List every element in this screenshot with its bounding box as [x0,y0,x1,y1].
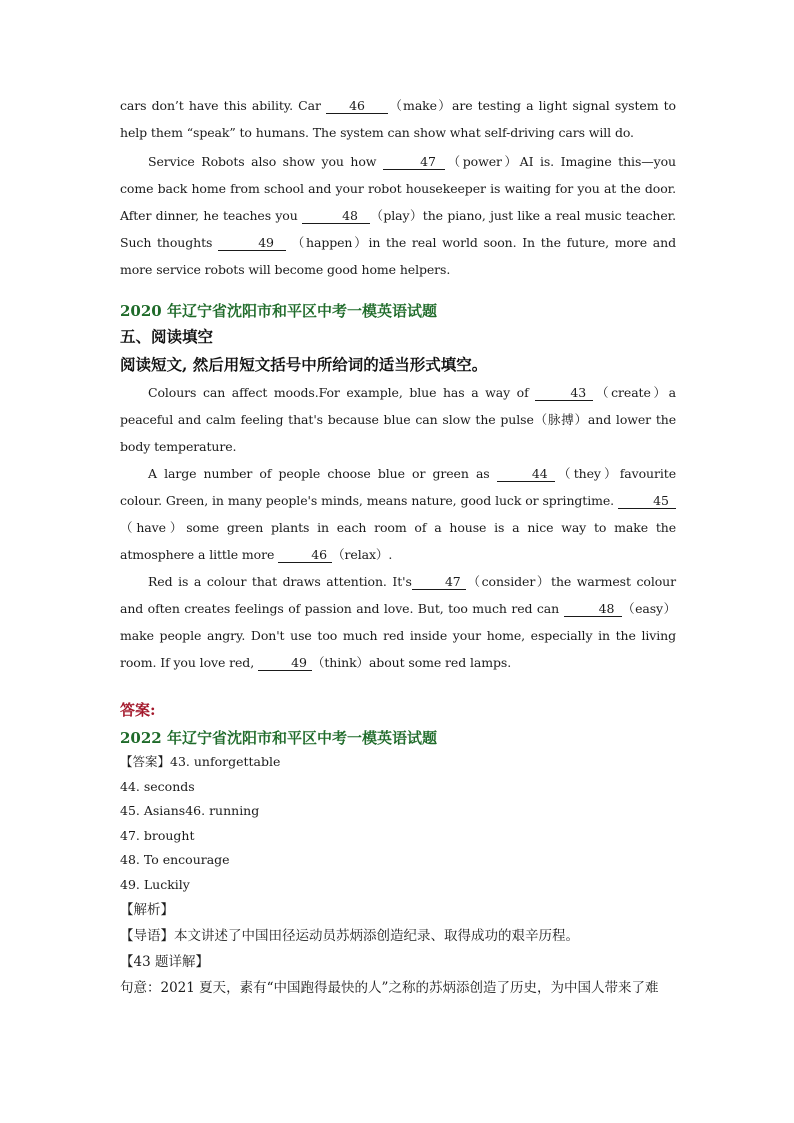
answer-blank[interactable]: 49 [258,655,312,671]
answer-item: 48. To encourage [120,852,230,867]
text: Service Robots also show you how [148,154,383,169]
text: （they）favourite colour. Green, in many people's minds, means nature, good luck or springtime. [120,466,676,508]
answer-blank[interactable]: 44 [497,466,555,482]
answer-blank[interactable]: 46 [326,98,388,114]
answer-blank[interactable]: 48 [564,601,622,617]
text: （play）the piano, just like a real music teacher. Such thoughts [120,208,676,250]
instruction: 阅读短文, 然后用短文括号中所给词的适当形式填空。 [120,355,488,374]
answer-blank[interactable]: 46 [278,547,332,563]
text: （happen）in the real world soon. In the future, more and more service robots will become good home helpers. [120,235,676,277]
text: Colours can affect moods.For example, blue has a way of [148,385,536,400]
text: （power）AI is. Imagine this—you come back home from school and your robot housekeeper is waiting for you at the door. After dinner, he teaches you [120,154,676,223]
answer-tag: 【答案】 [120,754,171,769]
intro-text: 【导语】本文讲述了中国田径运动员苏炳添创造纪录、取得成功的艰辛历程。 [120,928,579,944]
text: （make）are testing a light signal system to help them “speak” to humans. The system can show what self-driving cars will do. [120,98,676,140]
paragraph [120,379,676,460]
paragraph [120,460,676,568]
paragraph [120,92,676,146]
sentence-text: 句意：2021 夏天，素有“中国跑得最快的人”之称的苏炳添创造了历史，为中国人带来了难 [120,980,659,996]
answer-item: 43. unforgettable [170,754,281,769]
document-page [120,92,676,1001]
answer-item: 44. seconds [120,778,195,794]
text: cars don’t have this ability. Car [120,98,327,113]
answer-blank[interactable]: 43 [535,385,593,401]
part-heading: 五、阅读填空 [120,327,214,346]
answer-item: 45. Asians46. running [120,803,260,818]
text: （have）some green plants in each room of a house is a nice way to make the atmosphere a little more [120,520,676,562]
answer-blank[interactable]: 45 [618,493,676,509]
text: Red is a colour that draws attention. It's [148,574,412,589]
detail-tag: 【43 题详解】 [120,954,209,970]
text: （think）about some red lamps. [311,655,512,670]
text: （create）a peaceful and calm feeling that's because blue can slow the pulse（脉搏）and lower the body temperature. [120,385,676,454]
paragraph [120,148,676,283]
answer-item: 49. Luckily [120,876,190,892]
analysis-tag: 【解析】 [120,902,174,918]
text: （easy）make people angry. Don't use too much red inside your home, especially in the living room. If you love red, [120,601,676,670]
answer-blank[interactable]: 47 [383,154,445,170]
answer-label: 答案: [120,701,156,719]
answer-line [120,750,676,775]
answer-item: 47. brought [120,827,195,843]
answer-blank[interactable]: 49 [218,235,286,251]
answer-blank[interactable]: 47 [412,574,466,590]
text: （consider）the warmest colour and often creates feelings of passion and love. But, too much red can [120,574,676,616]
text: （relax）. [332,547,393,562]
section-title: 2020 年辽宁省沈阳市和平区中考一模英语试题 [120,302,437,320]
section-title: 2022 年辽宁省沈阳市和平区中考一模英语试题 [120,729,437,747]
paragraph [120,568,676,676]
text: A large number of people choose blue or green as [148,466,497,481]
answer-blank[interactable]: 48 [302,208,370,224]
